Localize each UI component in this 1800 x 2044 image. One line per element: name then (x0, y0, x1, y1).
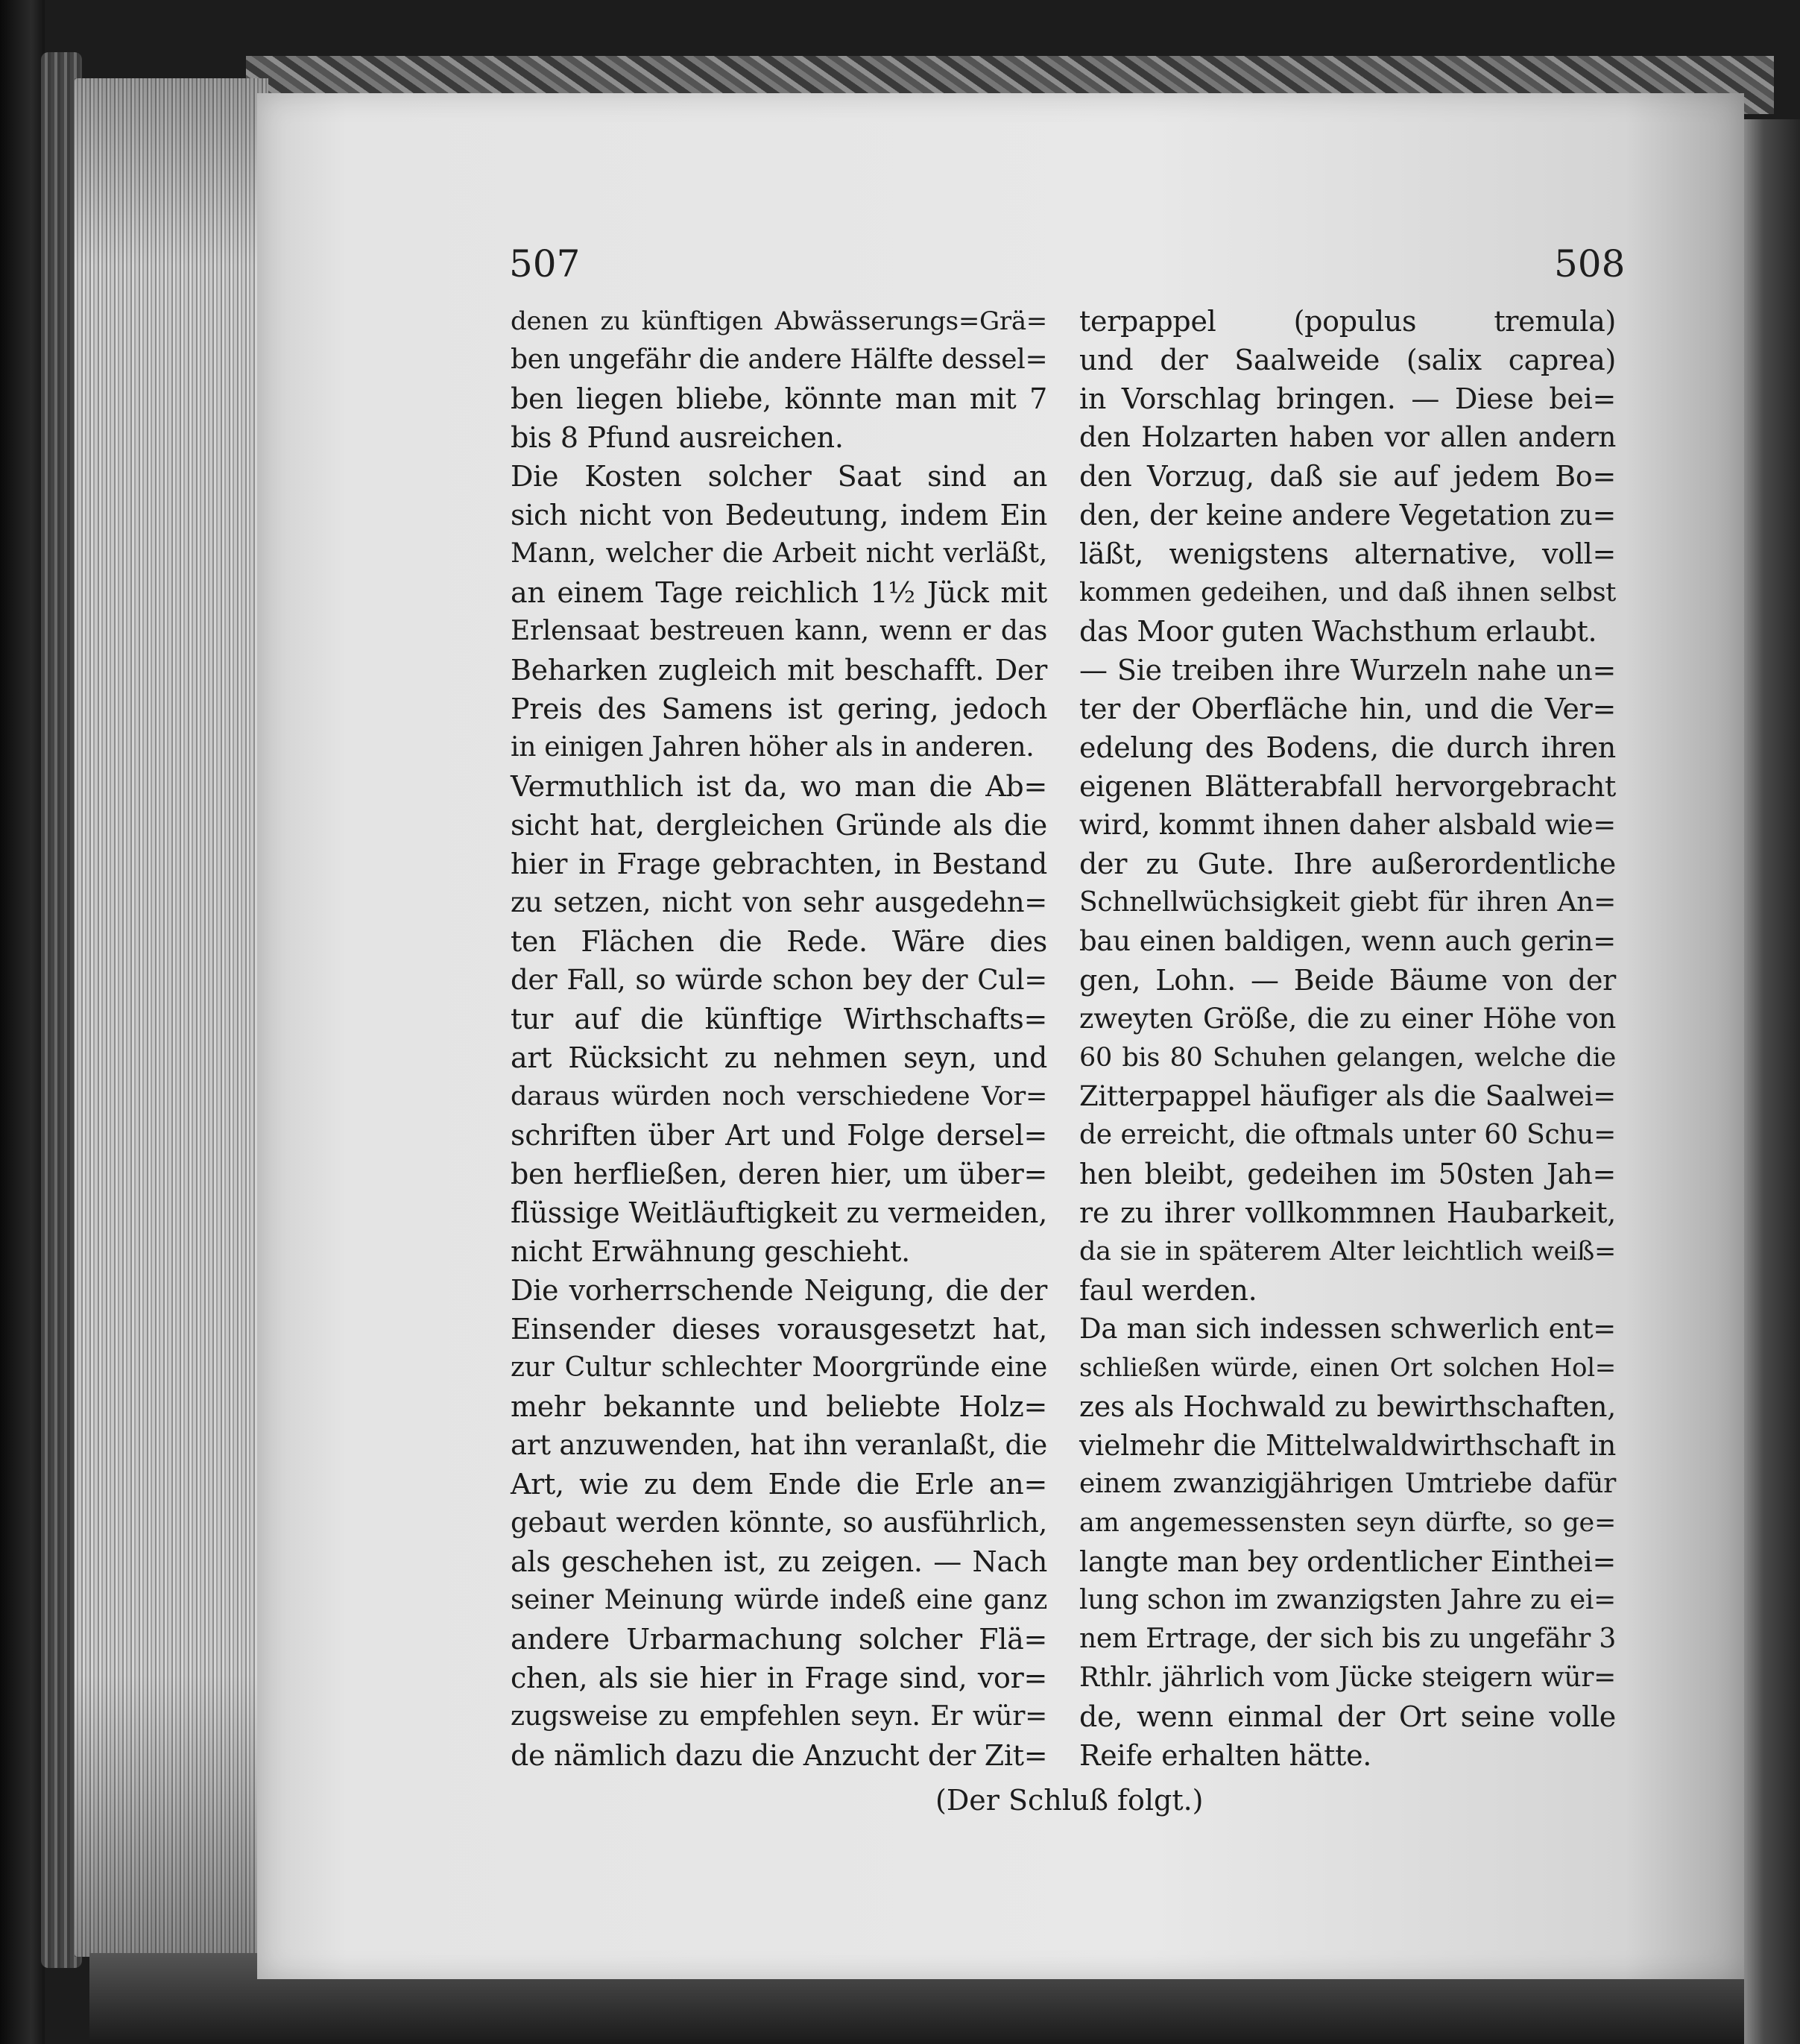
text-line: seiner Meinung würde indeß eine ganz (511, 1585, 1047, 1615)
text-line: faul werden. (1079, 1274, 1257, 1307)
text-line: denen zu künftigen Abwässerungs=Grä= (511, 306, 1047, 336)
text-line: vielmehr die Mittelwaldwirthschaft in (1079, 1429, 1616, 1462)
text-line: hen bleibt, gedeihen im 50sten Jah= (1079, 1158, 1616, 1190)
text-line: nicht Erwähnung geschieht. (511, 1235, 910, 1268)
text-line: kommen gedeihen, und daß ihnen selbst (1079, 578, 1616, 608)
text-line: an einem Tage reichlich 1½ Jück mit (511, 576, 1047, 609)
text-line: Beharken zugleich mit beschafft. Der (511, 654, 1047, 687)
text-line: de erreicht, die oftmals unter 60 Schu= (1079, 1120, 1616, 1150)
text-line: Da man sich indessen schwerlich ent= (1079, 1313, 1616, 1345)
text-line: in Vorschlag bringen. — Diese bei= (1079, 382, 1616, 415)
text-line: das Moor guten Wachsthum erlaubt. (1079, 615, 1597, 648)
text-line: Zitterpappel häufiger als die Saalwei= (1079, 1080, 1616, 1112)
text-line: bau einen baldigen, wenn auch gerin= (1079, 925, 1616, 957)
text-line: der zu Gute. Ihre außerordentliche (1079, 848, 1616, 880)
text-line: zu setzen, nicht von sehr ausgedehn= (511, 886, 1047, 918)
page-edges-shadow (75, 78, 268, 1957)
text-line: zugsweise zu empfehlen seyn. Er wür= (511, 1701, 1047, 1732)
text-line: wird, kommt ihnen daher alsbald wie= (1079, 809, 1616, 841)
text-line: als geschehen ist, zu zeigen. — Nach (511, 1545, 1047, 1578)
text-line: läßt, wenigstens alternative, voll= (1079, 537, 1616, 570)
text-line: re zu ihrer vollkommnen Haubarkeit, (1079, 1196, 1616, 1229)
text-line: Art, wie zu dem Ende die Erle an= (511, 1468, 1047, 1501)
text-line: mehr bekannte und beliebte Holz= (511, 1390, 1047, 1423)
text-line: schriften über Art und Folge dersel= (511, 1119, 1047, 1152)
text-line: ben herfließen, deren hier, um über= (511, 1158, 1047, 1190)
text-line: der Fall, so würde schon bey der Cul= (511, 964, 1047, 996)
text-line: Schnellwüchsigkeit giebt für ihren An= (1079, 887, 1616, 918)
text-line: 60 bis 80 Schuhen gelangen, welche die (1079, 1043, 1616, 1073)
text-line: Mann, welcher die Arbeit nicht verläßt, (511, 538, 1047, 569)
text-line: eigenen Blätterabfall hervorgebracht (1079, 770, 1616, 803)
text-line: Die vorherrschende Neigung, die der (511, 1274, 1047, 1307)
text-line: den Vorzug, daß sie auf jedem Bo= (1079, 460, 1616, 493)
page-number-left: 507 (509, 242, 581, 286)
text-line: langte man bey ordentlicher Einthei= (1079, 1545, 1616, 1578)
text-line: einem zwanzigjährigen Umtriebe dafür (1079, 1469, 1616, 1499)
text-line: ben liegen bliebe, könnte man mit 7 (511, 382, 1047, 415)
text-line: edelung des Bodens, die durch ihren (1079, 731, 1616, 764)
page-number-right: 508 (1554, 242, 1626, 286)
text-line: am angemessensten seyn dürfte, so ge= (1079, 1508, 1616, 1538)
text-line: Rthlr. jährlich vom Jücke steigern wür= (1079, 1662, 1616, 1693)
text-line: flüssige Weitläuftigkeit zu vermeiden, (511, 1196, 1047, 1229)
book-cover-right (1744, 119, 1800, 2044)
text-line: de nämlich dazu die Anzucht der Zit= (511, 1739, 1048, 1772)
text-line: daraus würden noch verschiedene Vor= (511, 1082, 1047, 1111)
book-cover-left (0, 0, 45, 2044)
text-column-left (511, 302, 1047, 1775)
text-line: ten Flächen die Rede. Wäre dies (511, 925, 1047, 958)
text-line: Erlensaat bestreuen kann, wenn er das (511, 616, 1047, 646)
text-line: bis 8 Pfund ausreichen. (511, 421, 844, 454)
text-line: gen, Lohn. — Beide Bäume von der (1079, 964, 1616, 997)
text-line: ter der Oberfläche hin, und die Ver= (1079, 693, 1616, 725)
text-line: de, wenn einmal der Ort seine volle (1079, 1700, 1616, 1733)
text-line: andere Urbarmachung solcher Flä= (511, 1623, 1047, 1656)
text-line: in einigen Jahren höher als in anderen. (511, 732, 1035, 763)
text-line: zur Cultur schlechter Moorgründe eine (511, 1352, 1047, 1383)
text-line: chen, als sie hier in Frage sind, vor= (511, 1662, 1047, 1694)
text-line: gebaut werden könnte, so ausführlich, (511, 1507, 1047, 1539)
text-line: zes als Hochwald zu bewirthschaften, (1079, 1390, 1616, 1423)
text-line: art anzuwenden, hat ihn veranlaßt, die (511, 1429, 1047, 1461)
text-line: art Rücksicht zu nehmen seyn, und (511, 1041, 1047, 1074)
text-line: ben ungefähr die andere Hälfte dessel= (511, 344, 1048, 375)
text-line: Preis des Samens ist gering, jedoch (511, 693, 1047, 725)
text-line: den Holzarten haben vor allen andern (1079, 421, 1616, 453)
text-line: zweyten Größe, die zu einer Höhe von (1079, 1003, 1616, 1035)
text-line: tur auf die künftige Wirthschafts= (511, 1003, 1047, 1035)
text-line: Vermuthlich ist da, wo man die Ab= (511, 770, 1047, 803)
text-line: sich nicht von Bedeutung, indem Ein (511, 499, 1047, 531)
text-line: terpappel (populus tremula) (1079, 305, 1616, 338)
text-line: schließen würde, einen Ort solchen Hol= (1079, 1353, 1616, 1383)
text-line: — Sie treiben ihre Wurzeln nahe un= (1079, 654, 1616, 687)
text-line: nem Ertrage, der sich bis zu ungefähr 3 (1079, 1624, 1616, 1654)
text-line: Die Kosten solcher Saat sind an (511, 460, 1047, 493)
text-column-right (1079, 302, 1616, 1775)
text-line: Einsender dieses vorausgesetzt hat, (511, 1313, 1047, 1346)
text-line: lung schon im zwanzigsten Jahre zu ei= (1079, 1585, 1616, 1615)
text-line: und der Saalweide (salix caprea) (1079, 344, 1616, 376)
text-line: hier in Frage gebrachten, in Bestand (511, 848, 1047, 880)
text-line: Reife erhalten hätte. (1079, 1739, 1372, 1772)
text-line: den, der keine andere Vegetation zu= (1079, 499, 1616, 531)
text-line: da sie in späterem Alter leichtlich weiß= (1079, 1237, 1616, 1267)
continuation-note: (Der Schluß folgt.) (935, 1784, 1204, 1817)
text-line: sicht hat, dergleichen Gründe als die (511, 809, 1047, 842)
